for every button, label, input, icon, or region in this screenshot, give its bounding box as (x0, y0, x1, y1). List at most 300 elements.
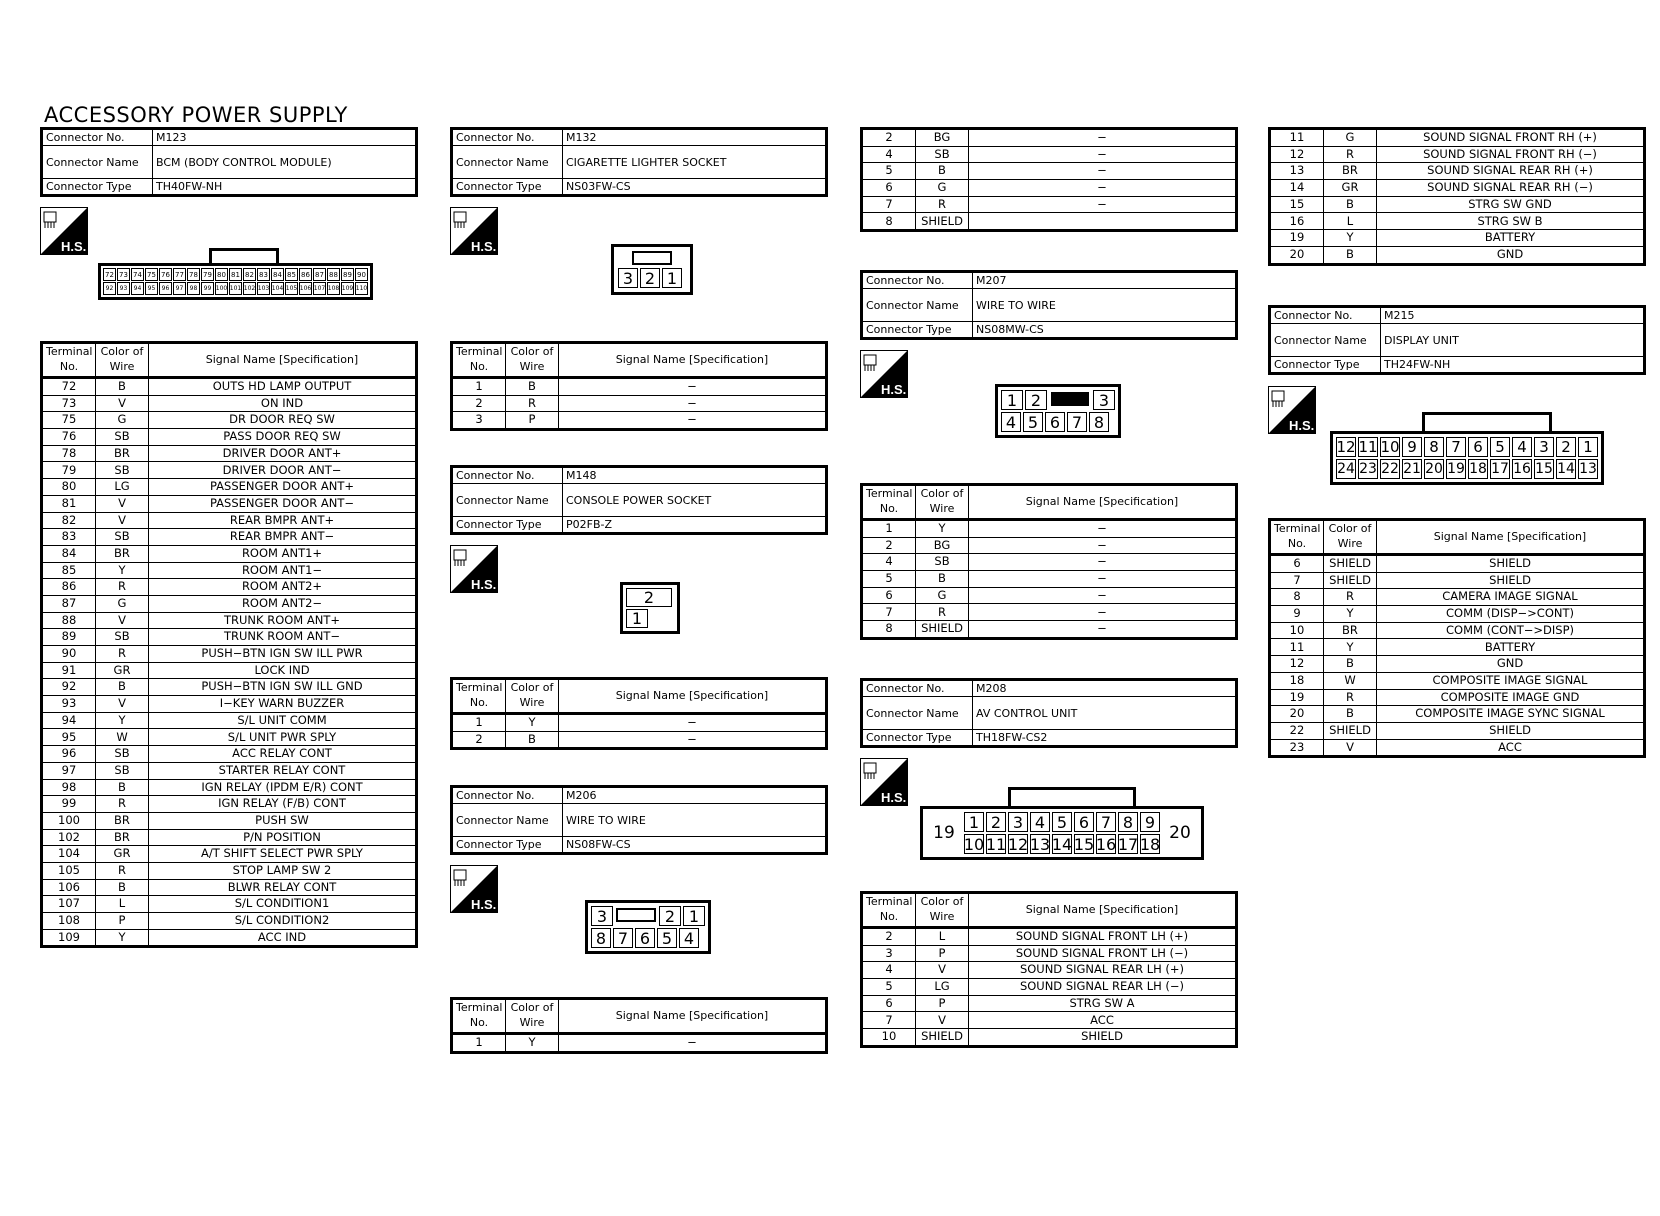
pin: 6 (1468, 437, 1488, 457)
terminal-no: 2 (862, 928, 916, 946)
terminal-no: 85 (42, 562, 96, 579)
connector-no: M123 (153, 129, 417, 146)
table-row (42, 729, 417, 746)
wire-color: V (916, 962, 969, 979)
pin: 8 (591, 928, 611, 948)
header-terminal: Terminal No. (1270, 520, 1324, 555)
harness-side-icon (450, 865, 498, 913)
pin: 103 (257, 282, 270, 295)
pin: 11 (985, 834, 1007, 854)
wire-color: SHIELD (1324, 722, 1377, 739)
wire-color: BR (96, 812, 149, 829)
terminal-no: 73 (42, 395, 96, 412)
wire-color: Y (96, 562, 149, 579)
table-row (42, 429, 417, 446)
table-row (1270, 213, 1645, 230)
pin: 8 (1089, 412, 1109, 432)
table-row (1270, 246, 1645, 264)
table-row (42, 612, 417, 629)
terminal-no: 107 (42, 896, 96, 913)
wire-color: SB (96, 762, 149, 779)
table-row (42, 562, 417, 579)
pin: 3 (591, 906, 613, 926)
signal-name: ROOM ANT2+ (149, 579, 417, 596)
terminal-no: 6 (1270, 555, 1324, 573)
pin: 7 (613, 928, 633, 948)
connector-type: NS03FW-CS (563, 179, 827, 196)
wire-color: B (916, 163, 969, 180)
pin: 96 (159, 282, 172, 295)
table-row (42, 746, 417, 763)
pin: 99 (201, 282, 214, 295)
signal-name: − (969, 520, 1237, 538)
wire-color: SHIELD (916, 1029, 969, 1047)
signal-name: STOP LAMP SW 2 (149, 862, 417, 879)
terminal-no: 2 (452, 395, 506, 412)
header-color: Color of Wire (1324, 520, 1377, 555)
wire-color: R (1324, 689, 1377, 706)
hs-label: H.S. (61, 239, 87, 254)
table-row (862, 1012, 1237, 1029)
terminal-no: 10 (1270, 622, 1324, 639)
signal-name: ACC IND (149, 929, 417, 947)
wire-color: Y (1324, 639, 1377, 656)
harness-side-icon (1268, 386, 1316, 434)
pin: 21 (1403, 461, 1421, 477)
label-connector-name: Connector Name (862, 289, 973, 322)
header-color: Color of Wire (506, 679, 559, 714)
signal-name: − (559, 731, 827, 749)
pin: 22 (1381, 461, 1399, 477)
signal-name: ROOM ANT1− (149, 562, 417, 579)
terminal-no: 7 (1270, 572, 1324, 589)
wire-color: V (96, 612, 149, 629)
signal-name: − (969, 604, 1237, 621)
pin: 2 (640, 268, 660, 288)
wire-color: SB (96, 429, 149, 446)
signal-name: − (559, 1034, 827, 1053)
wire-color: G (96, 412, 149, 429)
table-row (1270, 230, 1645, 247)
connector-info-m215 (1268, 305, 1646, 375)
terminal-no: 88 (42, 612, 96, 629)
table-row (42, 479, 417, 496)
table-row (862, 129, 1237, 147)
pin: 4 (1512, 437, 1532, 457)
wire-color: B (1324, 196, 1377, 213)
signal-name: SOUND SIGNAL FRONT RH (+) (1377, 129, 1645, 147)
signal-name (969, 213, 1237, 231)
table-row (42, 378, 417, 396)
signal-name: − (969, 146, 1237, 163)
pin: 16 (1513, 461, 1531, 477)
terminal-no: 4 (862, 146, 916, 163)
signal-name: − (559, 378, 827, 396)
hs-label: H.S. (471, 577, 497, 592)
header-terminal: Terminal No. (862, 893, 916, 928)
signal-name: IGN RELAY (F/B) CONT (149, 796, 417, 813)
terminal-no: 89 (42, 629, 96, 646)
wire-color: BR (1324, 622, 1377, 639)
table-row (42, 862, 417, 879)
pin: 10 (1380, 438, 1400, 456)
pin: 73 (117, 268, 130, 281)
table-row (42, 796, 417, 813)
signal-name: BLWR RELAY CONT (149, 879, 417, 896)
pin: 1 (1001, 390, 1023, 410)
signal-name: − (559, 412, 827, 430)
pin: 18 (1139, 834, 1161, 854)
label-connector-name: Connector Name (452, 484, 563, 517)
signal-name: ACC (969, 1012, 1237, 1029)
terminal-no: 18 (1270, 672, 1324, 689)
signal-name: STARTER RELAY CONT (149, 762, 417, 779)
terminal-no: 2 (862, 129, 916, 147)
terminal-no: 83 (42, 529, 96, 546)
pin: 13 (1029, 834, 1051, 854)
terminal-no: 84 (42, 545, 96, 562)
signal-name: SOUND SIGNAL REAR LH (+) (969, 962, 1237, 979)
table-row (42, 712, 417, 729)
connector-face-m148 (620, 582, 680, 634)
signal-name: A/T SHIFT SELECT PWR SPLY (149, 846, 417, 863)
connector-name: DISPLAY UNIT (1381, 324, 1645, 357)
pin: 1 (1578, 437, 1598, 457)
terminal-no: 20 (1270, 246, 1324, 264)
signal-name: − (969, 163, 1237, 180)
pin: 101 (229, 282, 242, 295)
pin: 11 (1358, 438, 1378, 456)
pin: 2 (1556, 437, 1576, 457)
wire-color: P (916, 995, 969, 1012)
label-connector-no: Connector No. (862, 680, 973, 697)
terminal-no: 98 (42, 779, 96, 796)
pin: 79 (201, 268, 214, 281)
pin: 20 (1169, 823, 1191, 843)
table-row (42, 679, 417, 696)
label-connector-name: Connector Name (452, 146, 563, 179)
wire-color: R (96, 796, 149, 813)
terminal-no: 14 (1270, 180, 1324, 197)
header-color: Color of Wire (916, 485, 969, 520)
wire-color: P (96, 913, 149, 930)
wire-color: R (1324, 146, 1377, 163)
terminal-no: 8 (1270, 589, 1324, 606)
terminal-no: 10 (862, 1029, 916, 1047)
terminal-no: 20 (1270, 706, 1324, 723)
pin: 17 (1117, 834, 1139, 854)
label-connector-no: Connector No. (452, 129, 563, 146)
header-color: Color of Wire (506, 999, 559, 1034)
signal-name: LOCK IND (149, 662, 417, 679)
terminal-no: 109 (42, 929, 96, 947)
terminal-no: 6 (862, 587, 916, 604)
connector-info-m207 (860, 270, 1238, 340)
wire-color: LG (96, 479, 149, 496)
pin: 7 (1446, 437, 1466, 457)
terminal-no: 99 (42, 796, 96, 813)
table-row (452, 1034, 827, 1053)
signal-name: − (559, 395, 827, 412)
signal-name: COMPOSITE IMAGE SIGNAL (1377, 672, 1645, 689)
terminal-no: 1 (452, 378, 506, 396)
wire-color: Y (506, 714, 559, 732)
label-connector-name: Connector Name (42, 146, 153, 179)
pin: 89 (341, 268, 354, 281)
harness-side-icon (40, 207, 88, 255)
terminal-no: 78 (42, 445, 96, 462)
terminal-no: 9 (1270, 606, 1324, 623)
label-connector-type: Connector Type (42, 179, 153, 196)
connector-type: TH40FW-NH (153, 179, 417, 196)
signal-name: SOUND SIGNAL FRONT LH (+) (969, 928, 1237, 946)
signal-name: ON IND (149, 395, 417, 412)
wire-color: R (1324, 589, 1377, 606)
signal-name: COMPOSITE IMAGE SYNC SIGNAL (1377, 706, 1645, 723)
header-terminal: Terminal No. (452, 999, 506, 1034)
table-row (1270, 589, 1645, 606)
terminal-no: 87 (42, 595, 96, 612)
table-row (1270, 739, 1645, 757)
terminal-no: 3 (862, 945, 916, 962)
hs-label: H.S. (881, 382, 907, 397)
table-row (1270, 129, 1645, 147)
connector-name: WIRE TO WIRE (563, 804, 827, 837)
table-row (862, 604, 1237, 621)
signal-name: − (969, 621, 1237, 639)
wire-color: P (916, 945, 969, 962)
table-row (862, 520, 1237, 538)
wire-color: GR (96, 846, 149, 863)
pin: 14 (1557, 461, 1575, 477)
table-row (452, 378, 827, 396)
label-connector-name: Connector Name (862, 697, 973, 730)
table-row (452, 714, 827, 732)
header-signal: Signal Name [Specification] (149, 343, 417, 378)
terminal-table-m208-continued (1268, 127, 1646, 266)
pin: 108 (327, 282, 340, 295)
connector-no: M208 (973, 680, 1237, 697)
terminal-no: 75 (42, 412, 96, 429)
terminal-no: 1 (452, 714, 506, 732)
pin: 3 (1008, 812, 1028, 832)
signal-name: SOUND SIGNAL FRONT LH (−) (969, 945, 1237, 962)
signal-name: ACC (1377, 739, 1645, 757)
terminal-table-m206 (450, 997, 828, 1054)
table-row (42, 579, 417, 596)
harness-side-icon (450, 545, 498, 593)
connector-info-m123 (40, 127, 418, 197)
pin: 8 (1424, 437, 1444, 457)
hs-label: H.S. (471, 239, 497, 254)
terminal-no: 19 (1270, 689, 1324, 706)
signal-name: TRUNK ROOM ANT− (149, 629, 417, 646)
terminal-no: 5 (862, 571, 916, 588)
label-connector-type: Connector Type (452, 179, 563, 196)
table-row (862, 571, 1237, 588)
wire-color: SB (96, 462, 149, 479)
wire-color: W (96, 729, 149, 746)
pin: 20 (1425, 461, 1443, 477)
pin: 4 (679, 928, 699, 948)
terminal-no: 90 (42, 646, 96, 663)
pin: 74 (131, 268, 144, 281)
signal-name: SHIELD (969, 1029, 1237, 1047)
connector-name: CIGARETTE LIGHTER SOCKET (563, 146, 827, 179)
terminal-no: 96 (42, 746, 96, 763)
connector-name: WIRE TO WIRE (973, 289, 1237, 322)
table-row (1270, 196, 1645, 213)
pin: 92 (103, 282, 116, 295)
table-row (1270, 146, 1645, 163)
pin: 24 (1337, 461, 1355, 477)
terminal-no: 82 (42, 512, 96, 529)
wire-color: Y (96, 712, 149, 729)
pin: 90 (355, 268, 368, 281)
pin: 82 (243, 268, 256, 281)
terminal-no: 16 (1270, 213, 1324, 230)
terminal-no: 3 (452, 412, 506, 430)
wire-color: L (916, 928, 969, 946)
wire-color: P (506, 412, 559, 430)
connector-type: NS08MW-CS (973, 322, 1237, 339)
connector-no: M215 (1381, 307, 1645, 324)
signal-name: S/L CONDITION2 (149, 913, 417, 930)
harness-side-icon (450, 207, 498, 255)
pin: 5 (1052, 812, 1072, 832)
wire-color: Y (1324, 606, 1377, 623)
header-signal: Signal Name [Specification] (969, 893, 1237, 928)
connector-no: M148 (563, 467, 827, 484)
terminal-no: 12 (1270, 146, 1324, 163)
wire-color: R (506, 395, 559, 412)
table-row (452, 731, 827, 749)
signal-name: PASS DOOR REQ SW (149, 429, 417, 446)
signal-name: − (969, 587, 1237, 604)
table-row (1270, 689, 1645, 706)
signal-name: TRUNK ROOM ANT+ (149, 612, 417, 629)
pin: 94 (131, 282, 144, 295)
wire-color: B (506, 731, 559, 749)
table-row (862, 995, 1237, 1012)
table-row (42, 529, 417, 546)
connector-no: M132 (563, 129, 827, 146)
header-terminal: Terminal No. (452, 679, 506, 714)
terminal-no: 94 (42, 712, 96, 729)
pin: 15 (1073, 834, 1095, 854)
label-connector-type: Connector Type (452, 837, 563, 854)
wire-color: R (96, 646, 149, 663)
table-row (452, 395, 827, 412)
table-row (42, 512, 417, 529)
wire-color: SB (96, 629, 149, 646)
wire-color: V (96, 495, 149, 512)
signal-name: CAMERA IMAGE SIGNAL (1377, 589, 1645, 606)
pin: 10 (963, 834, 985, 854)
wire-color: B (96, 378, 149, 396)
signal-name: ROOM ANT2− (149, 595, 417, 612)
signal-name: PUSH−BTN IGN SW ILL GND (149, 679, 417, 696)
terminal-no: 86 (42, 579, 96, 596)
pin: 17 (1491, 461, 1509, 477)
terminal-no: 13 (1270, 163, 1324, 180)
table-row (862, 554, 1237, 571)
hs-label: H.S. (881, 790, 907, 805)
wire-color: GR (1324, 180, 1377, 197)
pin: 2 (626, 588, 672, 607)
terminal-no: 11 (1270, 129, 1324, 147)
table-row (42, 545, 417, 562)
wire-color: B (1324, 656, 1377, 673)
connector-info-m206 (450, 785, 828, 855)
signal-name: DRIVER DOOR ANT− (149, 462, 417, 479)
wire-color: G (1324, 129, 1377, 147)
signal-name: REAR BMPR ANT− (149, 529, 417, 546)
table-row (1270, 706, 1645, 723)
pin: 19 (933, 823, 955, 843)
table-row (1270, 555, 1645, 573)
table-row (42, 779, 417, 796)
header-signal: Signal Name [Specification] (1377, 520, 1645, 555)
terminal-no: 92 (42, 679, 96, 696)
table-row (42, 829, 417, 846)
pin: 1 (964, 812, 984, 832)
signal-name: − (969, 554, 1237, 571)
pin: 109 (341, 282, 354, 295)
wire-color: BR (1324, 163, 1377, 180)
signal-name: SOUND SIGNAL FRONT RH (−) (1377, 146, 1645, 163)
table-row (862, 928, 1237, 946)
pin: 4 (1001, 412, 1021, 432)
connector-info-m208 (860, 678, 1238, 748)
pin: 75 (145, 268, 158, 281)
table-row (862, 945, 1237, 962)
terminal-no: 4 (862, 554, 916, 571)
terminal-no: 5 (862, 979, 916, 996)
signal-name: SHIELD (1377, 555, 1645, 573)
pin: 80 (215, 268, 228, 281)
harness-side-icon (860, 350, 908, 398)
label-connector-type: Connector Type (862, 322, 973, 339)
label-connector-no: Connector No. (42, 129, 153, 146)
wire-color: Y (96, 929, 149, 947)
terminal-no: 7 (862, 1012, 916, 1029)
header-color: Color of Wire (916, 893, 969, 928)
terminal-no: 106 (42, 879, 96, 896)
connector-type: TH24FW-NH (1381, 357, 1645, 374)
signal-name: SOUND SIGNAL REAR RH (−) (1377, 180, 1645, 197)
table-row (42, 629, 417, 646)
pin: 4 (1030, 812, 1050, 832)
signal-name: STRG SW B (1377, 213, 1645, 230)
label-connector-type: Connector Type (1270, 357, 1381, 374)
connector-info-m132 (450, 127, 828, 197)
wire-color: BR (96, 445, 149, 462)
pin: 14 (1051, 834, 1073, 854)
table-row (1270, 180, 1645, 197)
hs-label: H.S. (471, 897, 497, 912)
wire-color: L (96, 896, 149, 913)
table-row (42, 896, 417, 913)
pin: 23 (1359, 461, 1377, 477)
connector-name: AV CONTROL UNIT (973, 697, 1237, 730)
pin: 84 (271, 268, 284, 281)
wire-color: SHIELD (1324, 572, 1377, 589)
header-signal: Signal Name [Specification] (559, 999, 827, 1034)
table-row (862, 587, 1237, 604)
table-row (42, 495, 417, 512)
terminal-no: 93 (42, 696, 96, 713)
